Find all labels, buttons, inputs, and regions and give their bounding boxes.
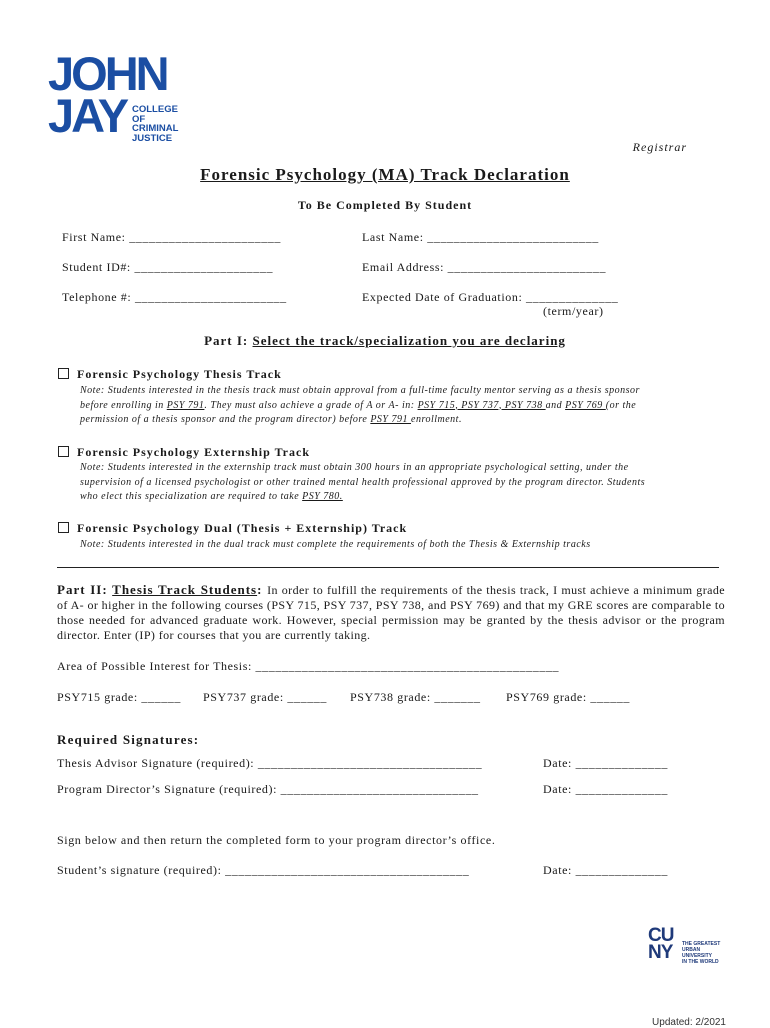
graduation-date-field[interactable]: Expected Date of Graduation: ______________ (362, 290, 619, 304)
note-text: (or the (605, 399, 637, 411)
section-divider (57, 567, 719, 568)
logo-john: JOHN (48, 47, 167, 100)
updated-date: Updated: 2/2021 (652, 1017, 726, 1028)
note-text: . They must also achieve a grade of A or A- in: (204, 399, 418, 411)
part2-heading (57, 582, 267, 597)
student-signature-field[interactable]: Student’s signature (required): _____________________________________ (57, 863, 470, 877)
course-psy780: PSY 780. (302, 491, 343, 502)
term-year-hint: (term/year) (543, 304, 604, 318)
student-id-field[interactable]: Student ID#: _____________________ (62, 260, 274, 274)
psy737-grade-field[interactable]: PSY737 grade: ______ (203, 690, 327, 704)
required-signatures-heading: Required Signatures: (57, 732, 200, 747)
note-text: and (545, 399, 566, 411)
thesis-track-label: Forensic Psychology Thesis Track (77, 367, 282, 381)
dual-track-option[interactable] (58, 521, 407, 536)
part2-label: Part II: (57, 582, 113, 597)
note-text: permission of a thesis sponsor and the program director) before (80, 414, 371, 425)
director-signature-field[interactable]: Program Director’s Signature (required): ______________________________ (57, 782, 479, 796)
externship-track-option[interactable] (58, 445, 310, 460)
psy738-grade-field[interactable]: PSY738 grade: _______ (350, 690, 481, 704)
page-subtitle: To Be Completed By Student (297, 198, 473, 212)
title-text: Forensic Psychology (MA) Track Declaration (200, 165, 570, 184)
part1-heading-text: Select the track/specialization you are declaring (252, 333, 566, 348)
page-title (0, 165, 770, 185)
last-name-field[interactable]: Last Name: __________________________ (362, 230, 599, 244)
cuny-logo-bottom: NY (648, 942, 673, 963)
course-list: PSY 715, PSY 737, PSY 738 (417, 399, 546, 411)
cuny-tagline-line: IN THE WORLD (682, 959, 719, 965)
part1-label: Part I: (204, 333, 253, 348)
note-line (80, 399, 730, 414)
john-jay-logo (48, 47, 179, 146)
note-text: enrollment. (411, 414, 462, 425)
dual-track-checkbox[interactable] (58, 522, 69, 533)
externship-track-label: Forensic Psychology Externship Track (77, 445, 311, 459)
cuny-logo-top: CU (648, 925, 674, 946)
signing-instruction: Sign below and then return the completed form to your program director’s office. (57, 833, 496, 847)
psy769-grade-field[interactable]: PSY769 grade: ______ (506, 690, 630, 704)
logo-college-line: COLLEGE (132, 104, 178, 115)
cuny-tagline-line: URBAN UNIVERSITY (682, 947, 713, 959)
note-line: Note: Students interested in the thesis track must obtain approval from a full-time faculty mentor serving as a thesis sponsor (80, 385, 640, 396)
advisor-date-field[interactable]: Date: ______________ (543, 756, 668, 770)
logo-jay: JAY (48, 89, 127, 142)
cuny-tagline-line: THE GREATEST (682, 941, 721, 947)
note-line (80, 413, 730, 428)
logo-college-line: OF (132, 113, 146, 125)
thesis-track-note (80, 384, 730, 428)
part2-colon: : (257, 582, 268, 597)
cuny-tagline (682, 941, 730, 965)
email-field[interactable]: Email Address: ________________________ (362, 260, 607, 274)
registrar-label: Registrar (632, 140, 687, 154)
logo-college-line: JUSTICE (132, 132, 173, 144)
note-line: supervision of a licensed psychologist or other trained mental health professional approved by the program director. Students (80, 476, 646, 488)
note-line: Note: Students interested in the externship track must obtain 300 hours in an appropriate psychological setting, under the (80, 462, 629, 473)
note-line: Note: Students interested in the dual track must complete the requirements of both the Thesis & Externship tracks (80, 539, 591, 550)
part2-paragraph (57, 582, 725, 643)
psy715-grade-field[interactable]: PSY715 grade: ______ (57, 690, 181, 704)
thesis-track-checkbox[interactable] (58, 368, 69, 379)
cuny-logo (648, 925, 728, 966)
thesis-interest-field[interactable]: Area of Possible Interest for Thesis: ______________________________________________ (57, 659, 560, 673)
part2-text: In order to fulfill the requirements of the thesis track, I must achieve a minimum grade of A- or higher in the following courses (PSY 715, PSY 737, PSY 738, and PSY 769) and that my GRE scores are comparable to those needed for advanced graduate work. However, special permission may be granted by the thesis advisor or the program director. Enter (IP) for courses that you are currently taking. (57, 583, 725, 642)
course-psy769: PSY 769 (565, 399, 606, 411)
thesis-track-option[interactable] (58, 367, 282, 382)
logo-college-text (132, 105, 192, 143)
externship-track-note (80, 461, 730, 505)
note-line (80, 490, 730, 505)
telephone-field[interactable]: Telephone #: _______________________ (62, 290, 287, 304)
first-name-field[interactable]: First Name: _______________________ (62, 230, 281, 244)
note-text: before enrolling in (80, 399, 167, 411)
externship-track-checkbox[interactable] (58, 446, 69, 457)
dual-track-note (80, 538, 730, 553)
logo-college-line: CRIMINAL (132, 123, 179, 134)
part1-heading (0, 333, 770, 349)
note-text: who elect this specialization are required to take (80, 491, 303, 502)
advisor-signature-field[interactable]: Thesis Advisor Signature (required): __________________________________ (57, 756, 483, 770)
course-psy791: PSY 791 (166, 399, 205, 411)
part2-heading-text: Thesis Track Students (112, 582, 258, 597)
director-date-field[interactable]: Date: ______________ (543, 782, 668, 796)
dual-track-label: Forensic Psychology Dual (Thesis + Externship) Track (77, 521, 408, 535)
student-date-field[interactable]: Date: ______________ (543, 863, 668, 877)
course-psy791: PSY 791 (370, 414, 411, 425)
